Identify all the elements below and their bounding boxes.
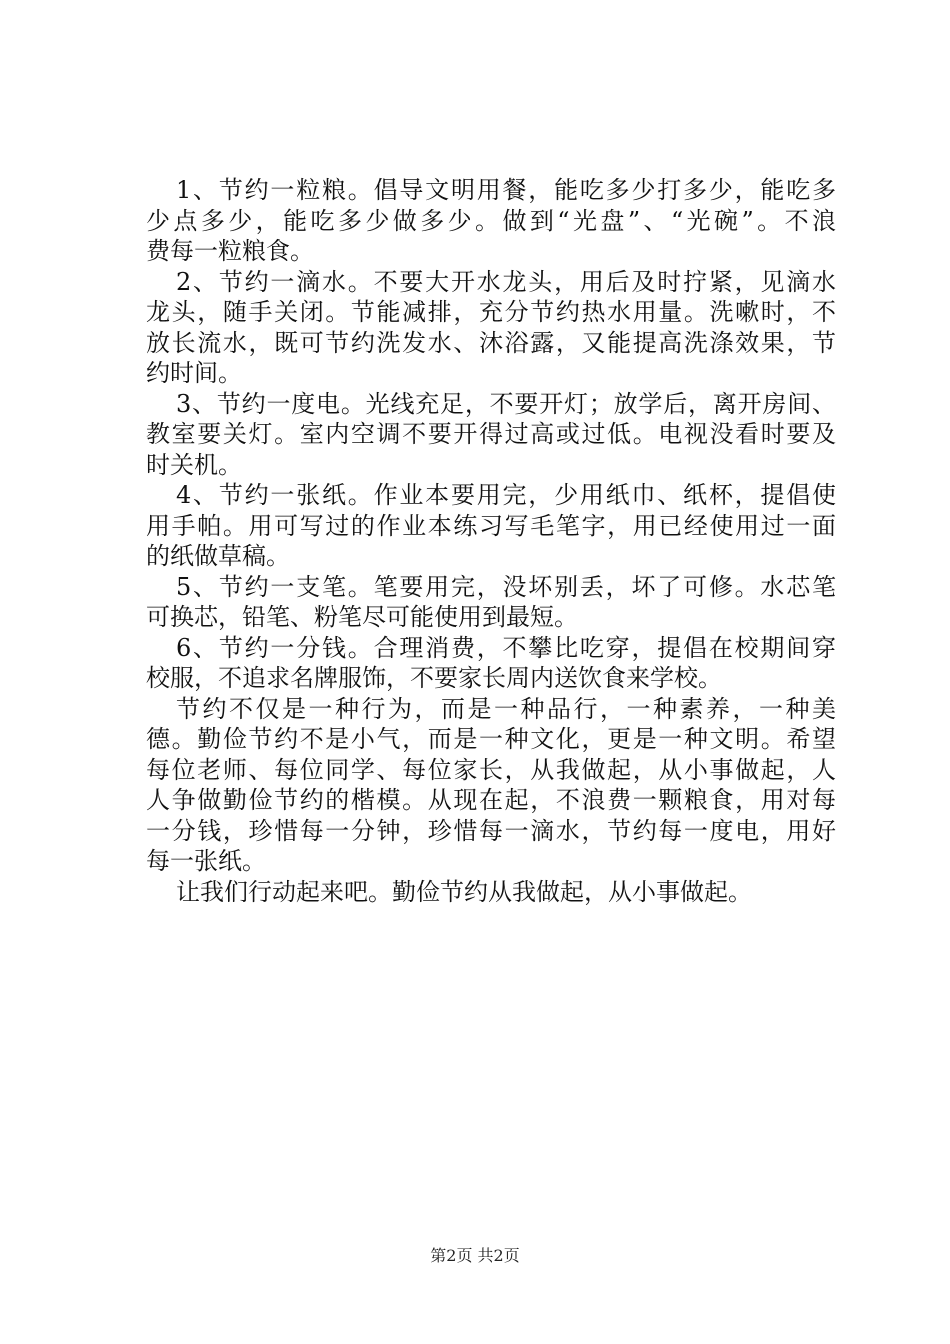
- text-line: 龙头，随手关闭。节能减排，充分节约热水用量。洗嗽时，不: [146, 298, 836, 326]
- paragraph-1: [146, 175, 836, 267]
- text-line: 德。勤俭节约不是小气，而是一种文化，更是一种文明。希望: [146, 725, 836, 753]
- text-line: 让我们行动起来吧。勤俭节约从我做起，从小事做起。: [176, 877, 752, 906]
- text-line: 6、节约一分钱。合理消费，不攀比吃穿，提倡在校期间穿: [176, 633, 836, 662]
- text-line: 用手帕。用可写过的作业本练习写毛笔字，用已经使用过一面: [146, 511, 836, 540]
- text-line: 校服，不追求名牌服饰，不要家长周内送饮食来学校。: [146, 664, 722, 692]
- text-line: 节约不仅是一种行为，而是一种品行，一种素养，一种美: [176, 694, 836, 723]
- paragraph-7: [146, 694, 836, 877]
- text-line: 1、节约一粒粮。倡导文明用餐，能吃多少打多少，能吃多: [176, 176, 836, 204]
- text-line: 可换芯，铅笔、粉笔尽可能使用到最短。: [146, 603, 578, 631]
- text-line: 教室要关灯。室内空调不要开得过高或过低。电视没看时要及: [146, 420, 836, 448]
- text-line: 2、节约一滴水。不要大开水龙头，用后及时拧紧，见滴水: [176, 267, 836, 296]
- text-line: 4、节约一张纸。作业本要用完，少用纸巾、纸杯，提倡使: [176, 481, 836, 509]
- paragraph-8: [146, 877, 836, 908]
- text-line: 人争做勤俭节约的楷模。从现在起，不浪费一颗粮食，用对每: [146, 786, 836, 814]
- page-footer: 第2页 共2页: [430, 1246, 520, 1265]
- paragraph-5: [146, 572, 836, 633]
- document-body: [146, 175, 836, 907]
- paragraph-4: [146, 480, 836, 572]
- paragraph-6: [146, 633, 836, 694]
- paragraph-2: [146, 267, 836, 389]
- text-line: 少点多少，能吃多少做多少。做到“光盘”、“光碗”。不浪: [146, 206, 836, 235]
- paragraph-3: [146, 389, 836, 481]
- text-line: 每位老师、每位同学、每位家长，从我做起，从小事做起，人: [146, 755, 836, 784]
- text-line: 放长流水，既可节约洗发水、沐浴露，又能提高洗涤效果，节: [146, 328, 836, 357]
- text-line: 3、节约一度电。光线充足，不要开灯；放学后，离开房间、: [176, 389, 836, 418]
- text-line: 每一张纸。: [146, 847, 266, 875]
- text-line: 时关机。: [146, 450, 242, 479]
- text-line: 的纸做草稿。: [146, 542, 290, 570]
- text-line: 5、节约一支笔。笔要用完，没坏别丢，坏了可修。水芯笔: [176, 572, 836, 601]
- text-line: 一分钱，珍惜每一分钟，珍惜每一滴水，节约每一度电，用好: [146, 816, 836, 845]
- text-line: 约时间。: [146, 359, 242, 387]
- text-line: 费每一粒粮食。: [146, 237, 314, 265]
